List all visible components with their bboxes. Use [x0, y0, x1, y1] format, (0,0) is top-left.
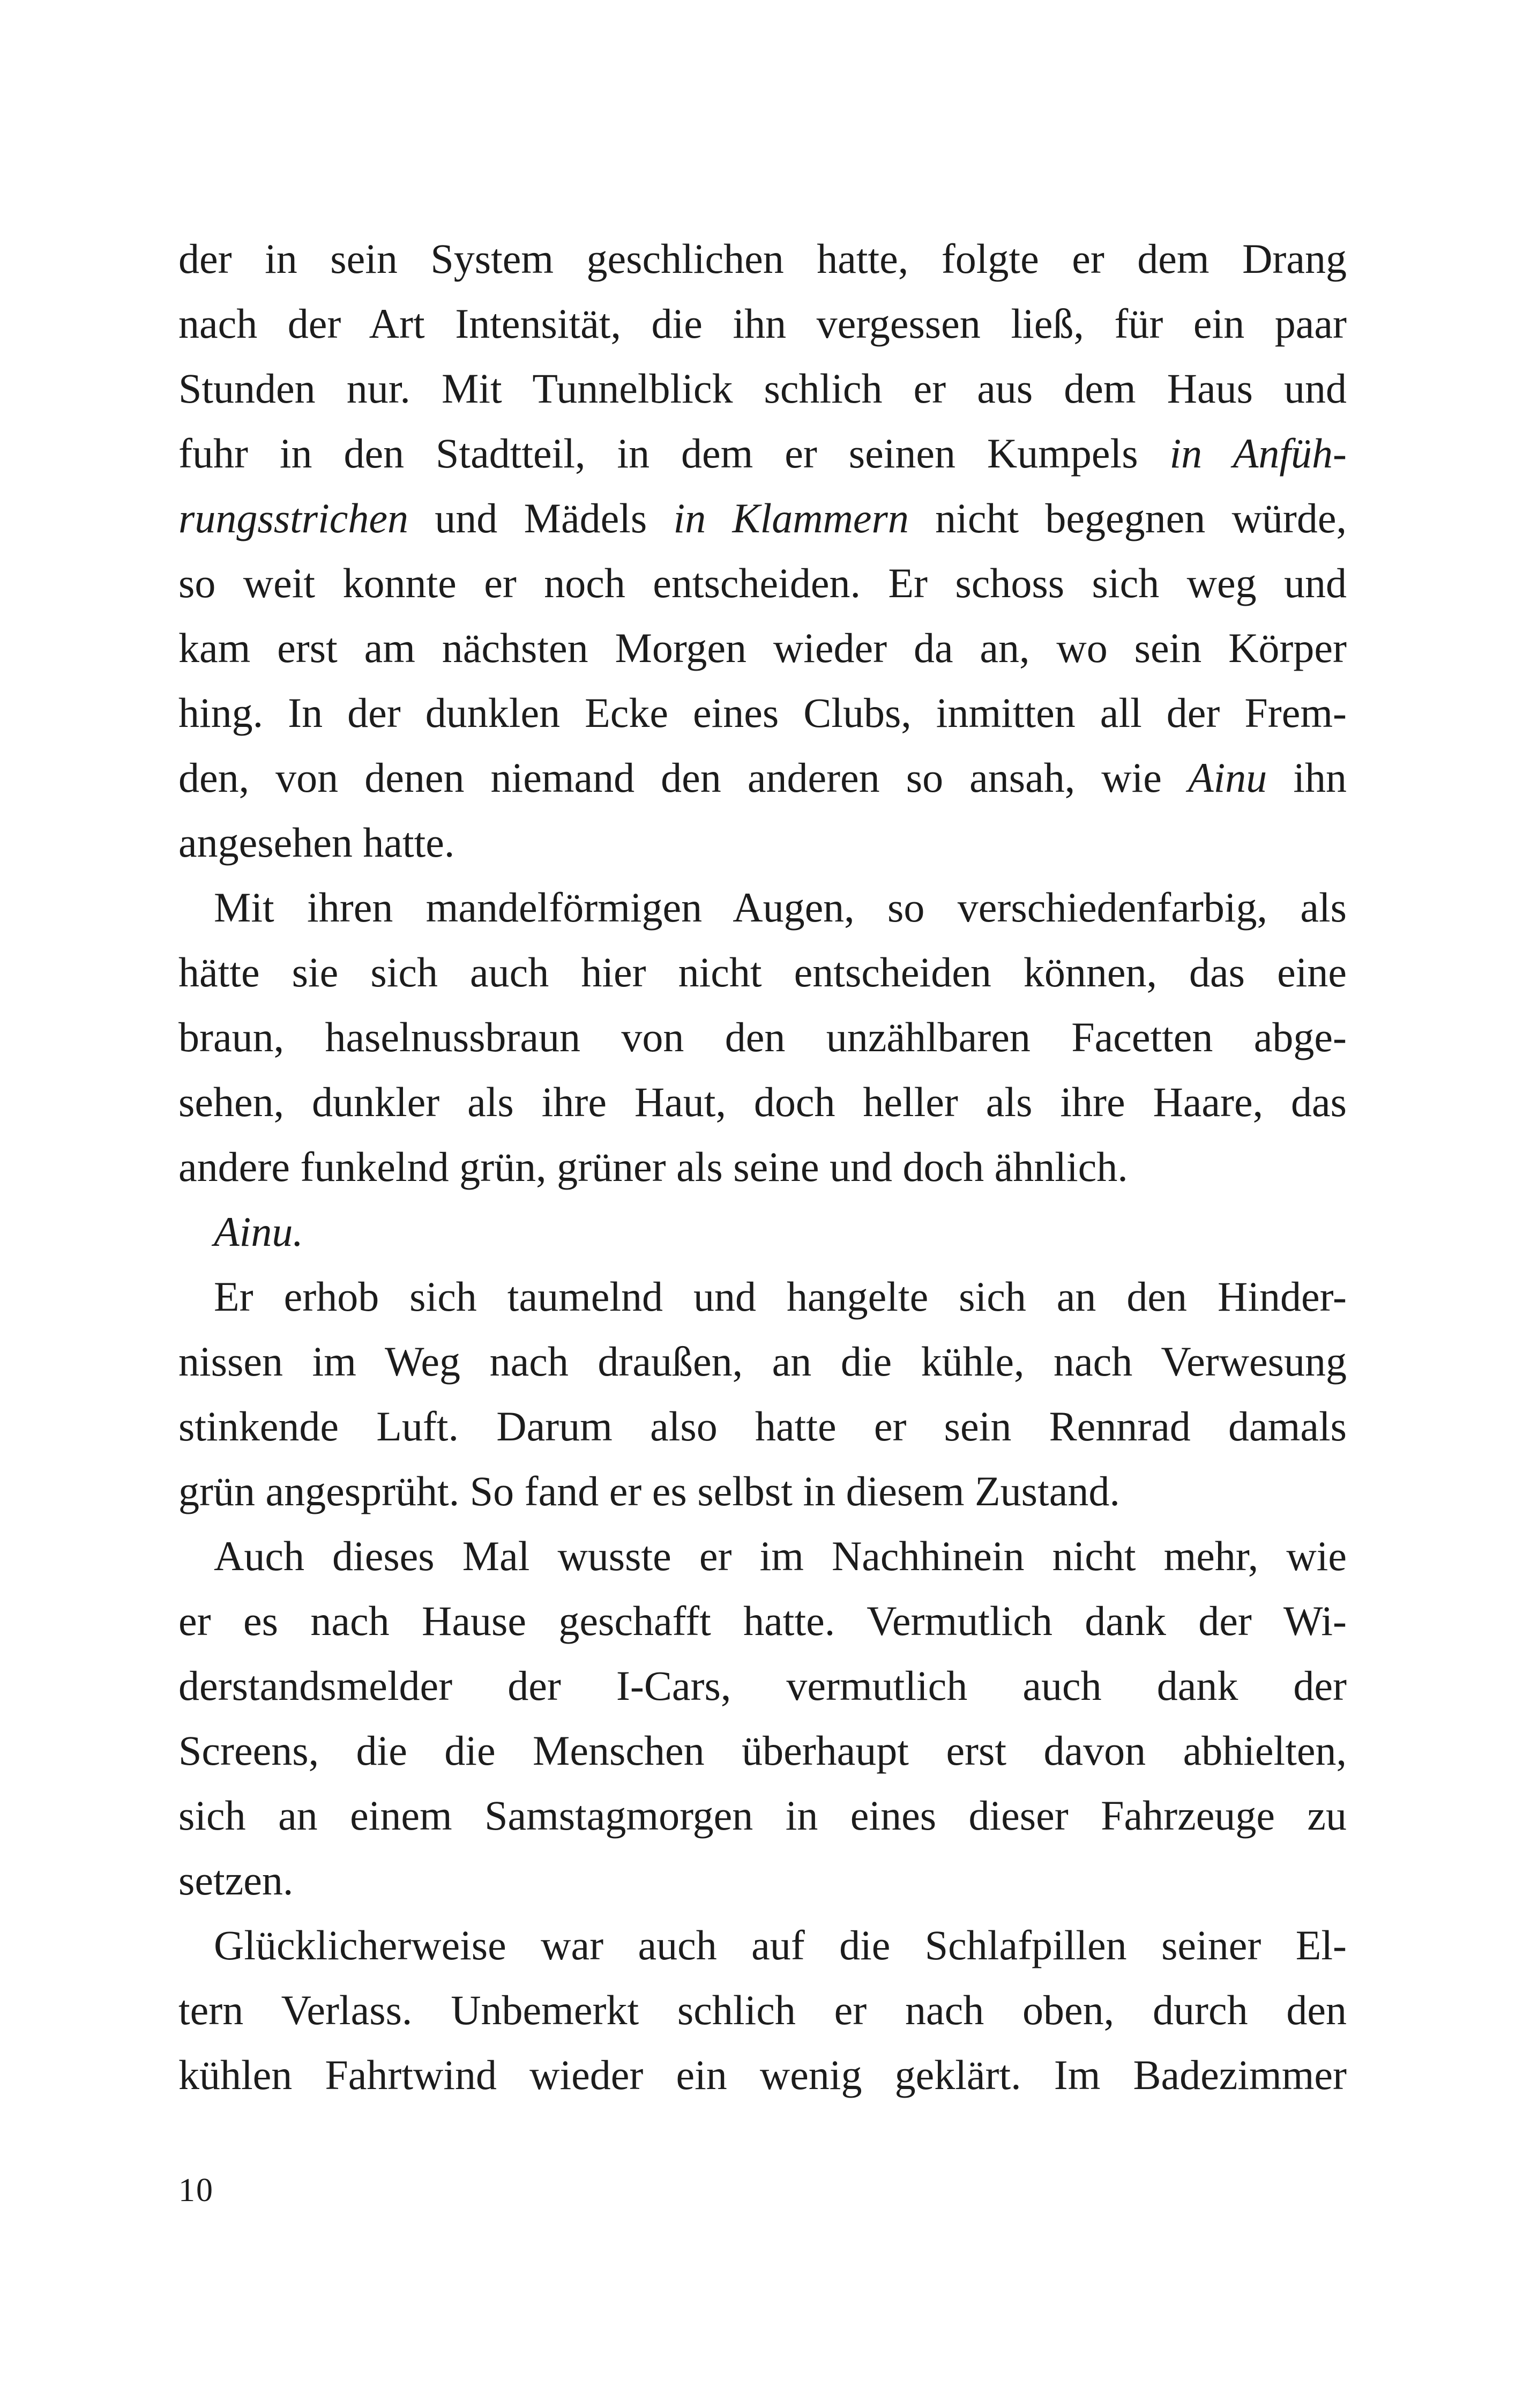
italic-phrase: in Klammern	[673, 495, 909, 541]
text-segment: fuhr in den Stadtteil, in dem er seinen Kumpels	[178, 430, 1170, 477]
text-segment: ihn	[1267, 754, 1347, 801]
text-line: sehen, dunkler als ihre Haut, doch heller als ihre Haare, das	[178, 1079, 1347, 1125]
text-line: braun, haselnussbraun von den unzählbaren Facetten abge-	[178, 1014, 1347, 1060]
text-line: der in sein System geschlichen hatte, folgte er dem Drang	[178, 235, 1347, 282]
italic-name: Ainu	[1188, 754, 1267, 801]
italic-phrase: rungsstrichen	[178, 495, 408, 541]
text-line: andere funkelnd grün, grüner als seine und doch ähnlich.	[178, 1143, 1128, 1190]
text-line: Stunden nur. Mit Tunnelblick schlich er aus dem Haus und	[178, 365, 1347, 412]
text-line: er es nach Hause geschafft hatte. Vermutlich dank der Wi-	[178, 1597, 1347, 1644]
text-line: Screens, die die Menschen überhaupt erst davon abhielten,	[178, 1727, 1347, 1774]
italic-phrase: in Anfüh-	[1169, 430, 1347, 477]
text-line: hätte sie sich auch hier nicht entscheiden können, das eine	[178, 949, 1347, 995]
text-line: Glücklicherweise war auch auf die Schlafpillen seiner El-	[214, 1922, 1347, 1968]
italic-name: Ainu.	[214, 1208, 303, 1255]
text-line: Mit ihren mandelförmigen Augen, so verschiedenfarbig, als	[214, 884, 1347, 931]
text-line: tern Verlass. Unbemerkt schlich er nach oben, durch den	[178, 1987, 1347, 2033]
text-line	[178, 1199, 1347, 1264]
text-line	[178, 745, 1347, 810]
text-line: kühlen Fahrtwind wieder ein wenig geklärt. Im Badezimmer	[178, 2052, 1347, 2098]
text-line: hing. In der dunklen Ecke eines Clubs, inmitten all der Frem-	[178, 689, 1347, 736]
text-line: Auch dieses Mal wusste er im Nachhinein nicht mehr, wie	[214, 1533, 1347, 1579]
text-line: so weit konnte er noch entscheiden. Er schoss sich weg und	[178, 560, 1347, 606]
text-line	[178, 486, 1347, 551]
text-line: Er erhob sich taumelnd und hangelte sich an den Hinder-	[214, 1273, 1347, 1320]
text-line: angesehen hatte.	[178, 819, 455, 866]
text-line: nach der Art Intensität, die ihn vergessen ließ, für ein paar	[178, 300, 1347, 347]
text-line: nissen im Weg nach draußen, an die kühle, nach Verwesung	[178, 1338, 1347, 1385]
text-line: derstandsmelder der I-Cars, vermutlich auch dank der	[178, 1662, 1347, 1709]
text-line: setzen.	[178, 1857, 294, 1904]
page-body-text	[178, 226, 1347, 2107]
text-segment: den, von denen niemand den anderen so ansah, wie	[178, 754, 1188, 801]
text-segment: nicht begegnen würde,	[908, 495, 1347, 541]
text-line: grün angesprüht. So fand er es selbst in diesem Zustand.	[178, 1468, 1120, 1514]
text-segment: und Mädels	[408, 495, 674, 541]
text-line: stinkende Luft. Darum also hatte er sein Rennrad damals	[178, 1403, 1347, 1450]
text-line	[178, 421, 1347, 486]
page-number: 10	[178, 2172, 214, 2209]
text-line: kam erst am nächsten Morgen wieder da an, wo sein Körper	[178, 625, 1347, 671]
text-line: sich an einem Samstagmorgen in eines dieser Fahrzeuge zu	[178, 1792, 1347, 1839]
